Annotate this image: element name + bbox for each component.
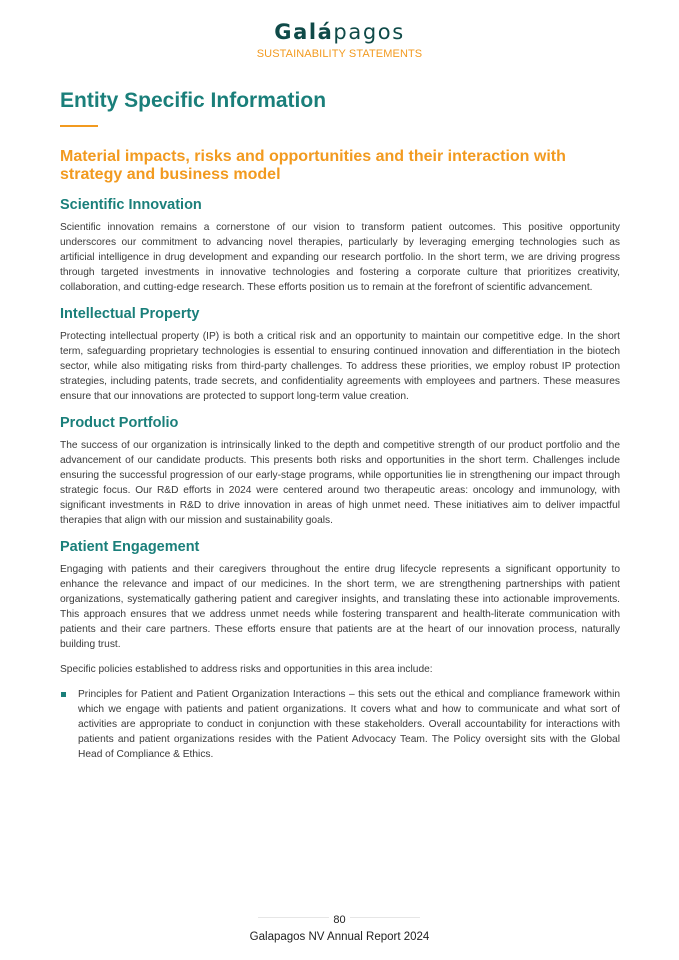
main-content — [60, 148, 620, 762]
body-paragraph: Scientific innovation remains a cornerstone of our vision to transform patient outcomes. This positive opportunity underscores our commitment to advancing novel therapies, particularly by leveraging emerging technologies such as artificial intelligence in drug development and expanding our research portfolio. In the short term, we are driving progress through targeted investments in innovative technologies and fostering a corporate culture that prioritizes creativity, collaboration, and cutting-edge research. These efforts position us to remain at the forefront of scientific advancement. — [60, 222, 620, 293]
logo-light-part: pagos — [333, 20, 405, 44]
subsection-heading: Product Portfolio — [60, 415, 179, 431]
subsection-heading: Intellectual Property — [60, 306, 200, 322]
page-header — [0, 20, 679, 60]
report-title: Galapagos NV Annual Report 2024 — [249, 931, 430, 943]
logo-bold-part: Galá — [274, 20, 334, 44]
page-number: 80 — [329, 914, 349, 926]
list-item — [60, 687, 620, 762]
subsection-heading: Patient Engagement — [60, 539, 200, 555]
policy-list — [60, 687, 620, 762]
company-logo — [274, 20, 405, 44]
section-patient-engagement — [60, 538, 620, 762]
section-scientific-innovation — [60, 196, 620, 295]
section-product-portfolio — [60, 414, 620, 528]
section-heading: Material impacts, risks and opportunities and their interaction with strategy and business model — [60, 148, 566, 183]
title-underline — [60, 125, 98, 127]
list-item-text: Principles for Patient and Patient Organization Interactions – this sets out the ethical and compliance framework within which we engage with patients and patient organizations. It covers what and how to communicate and what sort of activities are appropriate to conduct in conjunction with these stakeholders. Overall accountability for interactions with patients and patient organizations resides with the Patient Advocacy Team. The Policy oversight sits with the Global Head of Compliance & Ethics. — [78, 689, 620, 760]
body-paragraph: The success of our organization is intrinsically linked to the depth and competitive strength of our product portfolio and the advancement of our candidate products. This presents both risks and opportunities in the short term. Challenges include ensuring the successful progression of our early-stage programs, while opportunities lie in strengthening our impact through strategic focus. Our R&D efforts in 2024 were centered around two therapeutic areas: oncology and immunology, with significant investments in R&D to drive innovation in areas of high unmet need. These initiatives aim to deliver impactful therapies that align with our mission and sustainability goals. — [60, 440, 620, 526]
body-paragraph: Engaging with patients and their caregivers throughout the entire drug lifecycle represents a significant opportunity to enhance the relevance and impact of our medicines. In the short term, we are strengthening partnerships with patient organizations, systematically gathering patient and caregiver insights, and translating these into actionable improvements. This approach ensures that we address unmet needs while fostering transparent and health-literate communication with patients and their care partners. These efforts ensure that patients are at the heart of our innovation process, naturally building trust. — [60, 564, 620, 650]
square-bullet-icon — [61, 692, 66, 697]
subsection-heading: Scientific Innovation — [60, 197, 202, 213]
body-paragraph: Specific policies established to address risks and opportunities in this area include: — [60, 664, 433, 675]
header-subtitle: SUSTAINABILITY STATEMENTS — [256, 48, 423, 60]
body-paragraph: Protecting intellectual property (IP) is both a critical risk and an opportunity to maintain our competitive edge. In the short term, safeguarding proprietary technologies is essential to ensuring continued innovation and differentiation in the biotech sector, while also mitigating risks from third-party challenges. To address these priorities, we employ robust IP protection strategies, including patents, trade secrets, and confidentiality agreements with employees and partners. These measures ensure that our innovations are protected to support long-term value creation. — [60, 331, 620, 402]
section-intellectual-property — [60, 305, 620, 404]
page-title: Entity Specific Information — [60, 89, 327, 112]
page-footer — [0, 910, 679, 943]
